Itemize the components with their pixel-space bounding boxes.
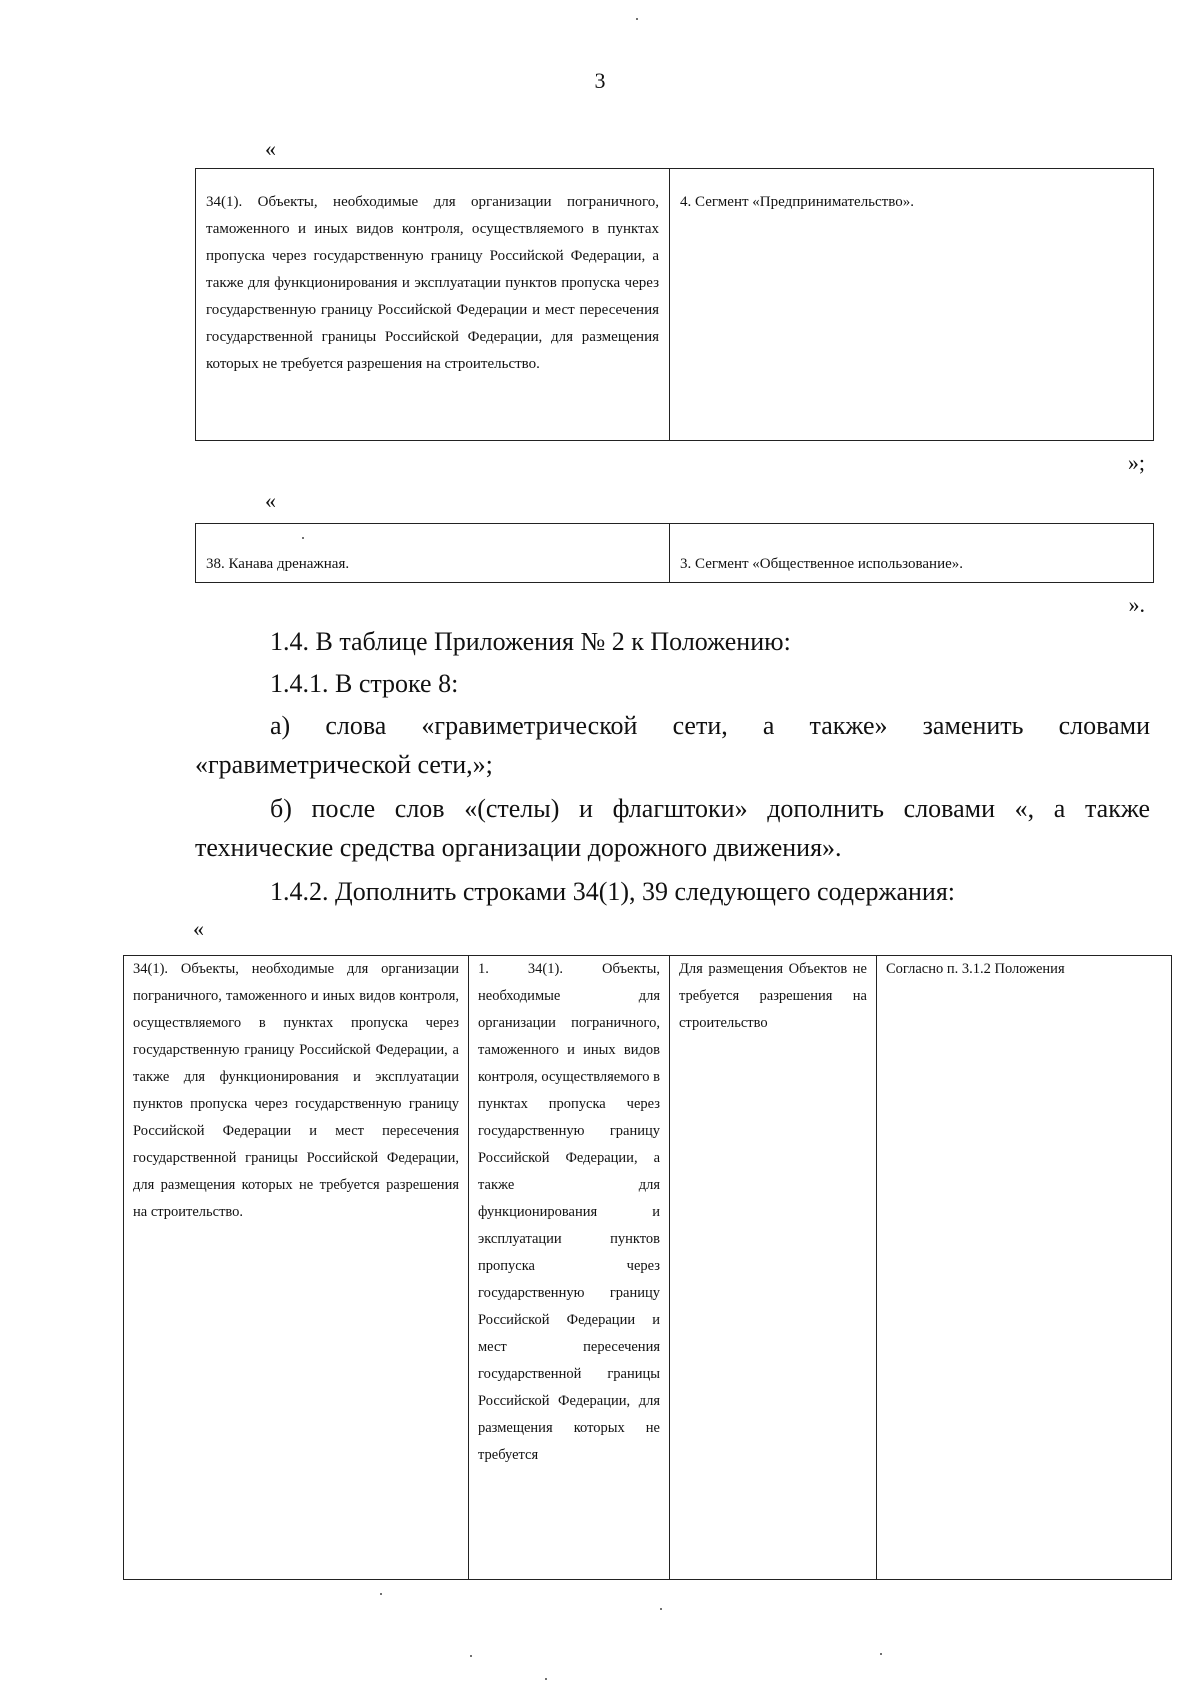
table3-object-text: 34(1). Объекты, необходимые для организации пограничного, таможенного и иных видов контроля, осуществляемого в пунктах пропуска через государственную границу Российской Федерации, а также для функционирования и эксплуатации пунктов пропуска через государственную границу Российской Федерации и мест пересечения государственной границы Российской Федерации, для размещения которых не требуется разрешения на строительство. [133, 961, 459, 1220]
paragraph-1-4-1: 1.4.1. В строке 8: [270, 669, 459, 698]
table1-cell-object [196, 169, 670, 441]
scan-speck [880, 1653, 882, 1655]
table2-open-quote: « [265, 488, 276, 513]
paragraph-b: б) после слов «(стелы) и флагштоки» дополнить словами «, а также технические средства организации дорожного движения». [195, 794, 1150, 862]
paragraph-1-4-2: 1.4.2. Дополнить строками 34(1), 39 следующего содержания: [270, 877, 956, 906]
scan-speck [380, 1593, 382, 1595]
scan-speck [302, 537, 304, 539]
table2-segment-text: 3. Сегмент «Общественное использование». [680, 556, 964, 572]
table3-description-text: 1. 34(1). Объекты, необходимые для организации пограничного, таможенного и иных видов контроля, осуществляемого в пунктах пропуска через государственную границу Российской Федерации, а также для функционирования и эксплуатации пунктов пропуска через государственную границу Российской Федерации и мест пересечения государственной границы Российской Федерации, для размещения которых не требуется [478, 961, 660, 1463]
table2-object-text: 38. Канава дренажная. [206, 556, 350, 572]
table1-cell-segment [670, 169, 1154, 441]
table3-cell-object [124, 956, 469, 1580]
scan-speck [660, 1608, 662, 1610]
table3-cell-basis [877, 956, 1172, 1580]
table3 [123, 955, 1172, 1580]
table1-open-quote: « [265, 136, 276, 161]
table2-cell-object [196, 524, 670, 583]
table2-close-quote: ». [1128, 592, 1145, 617]
table3-cell-permit [670, 956, 877, 1580]
table1-segment-text: 4. Сегмент «Предпринимательство». [680, 194, 914, 210]
scan-speck [636, 18, 638, 20]
table3-basis-text: Согласно п. 3.1.2 Положения [886, 961, 1065, 977]
table1-object-text: 34(1). Объекты, необходимые для организации пограничного, таможенного и иных видов контроля, осуществляемого в пунктах пропуска через государственную границу Российской Федерации, а также для функционирования и эксплуатации пунктов пропуска через государственную границу Российской Федерации и мест пересечения государственной границы Российской Федерации, для размещения которых не требуется разрешения на строительство. [206, 194, 659, 372]
table3-permit-text: Для размещения Объектов не требуется разрешения на строительство [679, 961, 867, 1031]
scan-speck [470, 1655, 472, 1657]
table2-cell-segment [670, 524, 1154, 583]
table1-close-quote: »; [1127, 450, 1145, 475]
scan-speck [545, 1678, 547, 1680]
table3-open-quote: « [193, 916, 204, 941]
table3-cell-description [469, 956, 670, 1580]
table1 [195, 168, 1154, 441]
page-number: 3 [594, 68, 606, 93]
table2 [195, 523, 1154, 583]
paragraph-1-4: 1.4. В таблице Приложения № 2 к Положению: [270, 627, 791, 656]
paragraph-a: а) слова «гравиметрической сети, а также» заменить словами «гравиметрической сети,»; [195, 711, 1150, 779]
